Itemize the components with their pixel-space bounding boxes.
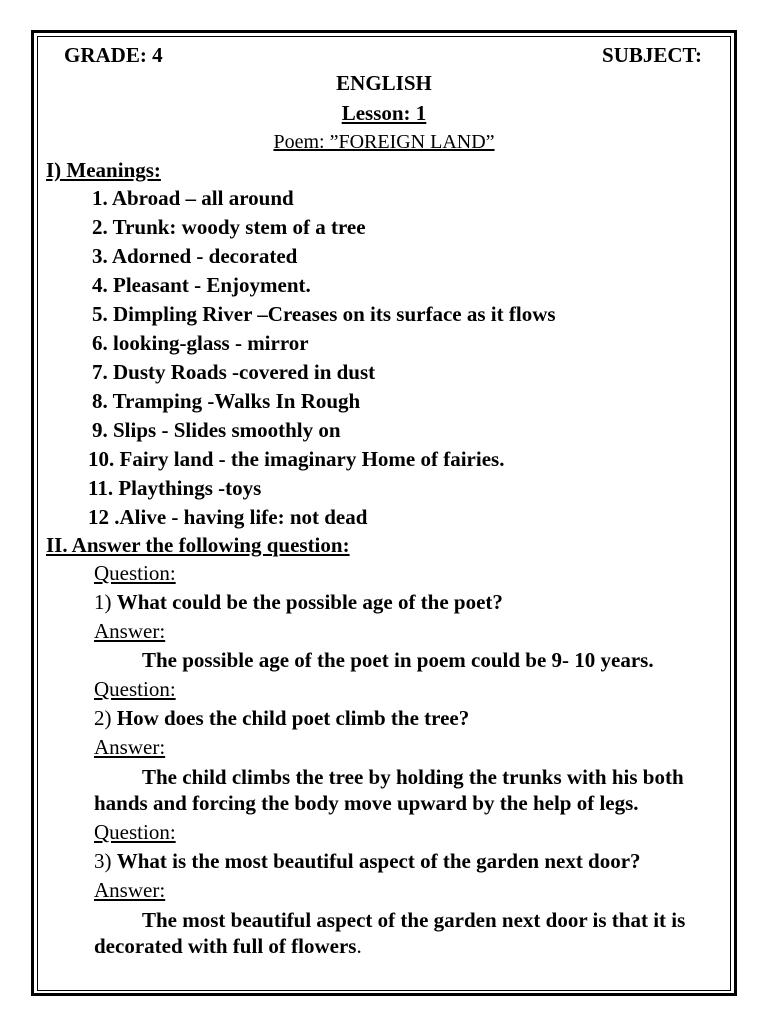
answer-label: Answer: <box>94 735 166 759</box>
list-item: 11. Playthings -toys <box>88 476 262 500</box>
header-row <box>46 43 722 69</box>
subject-label: SUBJECT: <box>602 43 702 67</box>
questions-heading: II. Answer the following question: <box>46 533 350 557</box>
question-body: What could be the possible age of the poet? <box>116 590 503 614</box>
list-item: 7. Dusty Roads -covered in dust <box>92 360 376 384</box>
question-number: 1) <box>94 590 112 614</box>
question-number: 2) <box>94 706 112 730</box>
question-number: 3) <box>94 849 112 873</box>
list-item: 3. Adorned - decorated <box>92 244 298 268</box>
question-label: Question: <box>94 677 176 701</box>
answer-body: The most beautiful aspect of the garden next door is that it is decorated with full of flowers <box>94 908 686 958</box>
question-text <box>46 704 722 733</box>
answer-text <box>46 905 722 959</box>
list-item: 12 .Alive - having life: not dead <box>88 505 368 529</box>
answer-label: Answer: <box>94 619 166 643</box>
subject-name: ENGLISH <box>336 71 432 95</box>
question-text <box>46 847 722 876</box>
worksheet <box>46 43 722 959</box>
meanings-list <box>46 184 722 532</box>
list-item: 6. looking-glass - mirror <box>92 331 309 355</box>
list-item: 9. Slips - Slides smoothly on <box>92 418 341 442</box>
question-label: Question: <box>94 561 176 585</box>
question-body: How does the child poet climb the tree? <box>116 706 470 730</box>
list-item: 5. Dimpling River –Creases on its surface as it flows <box>92 302 556 326</box>
poem-title: Poem: ”FOREIGN LAND” <box>273 131 495 153</box>
answer-period: . <box>356 934 362 958</box>
list-item: 2. Trunk: woody stem of a tree <box>92 215 366 239</box>
answer-text: The child climbs the tree by holding the trunks with his both hands and forcing the body move upward by the help of legs. <box>94 765 684 815</box>
list-item: 8. Tramping -Walks In Rough <box>92 389 361 413</box>
lesson-title: Lesson: 1 <box>341 101 427 125</box>
grade-label: GRADE: 4 <box>64 43 163 67</box>
meanings-heading: I) Meanings: <box>46 158 161 182</box>
answer-text: The possible age of the poet in poem could be 9- 10 years. <box>142 648 654 672</box>
list-item: 10. Fairy land - the imaginary Home of fairies. <box>88 447 505 471</box>
question-label: Question: <box>94 820 176 844</box>
question-text <box>46 588 722 617</box>
answer-label: Answer: <box>94 878 166 902</box>
question-body: What is the most beautiful aspect of the garden next door? <box>116 849 641 873</box>
list-item: 4. Pleasant - Enjoyment. <box>92 273 311 297</box>
list-item: 1. Abroad – all around <box>92 186 294 210</box>
